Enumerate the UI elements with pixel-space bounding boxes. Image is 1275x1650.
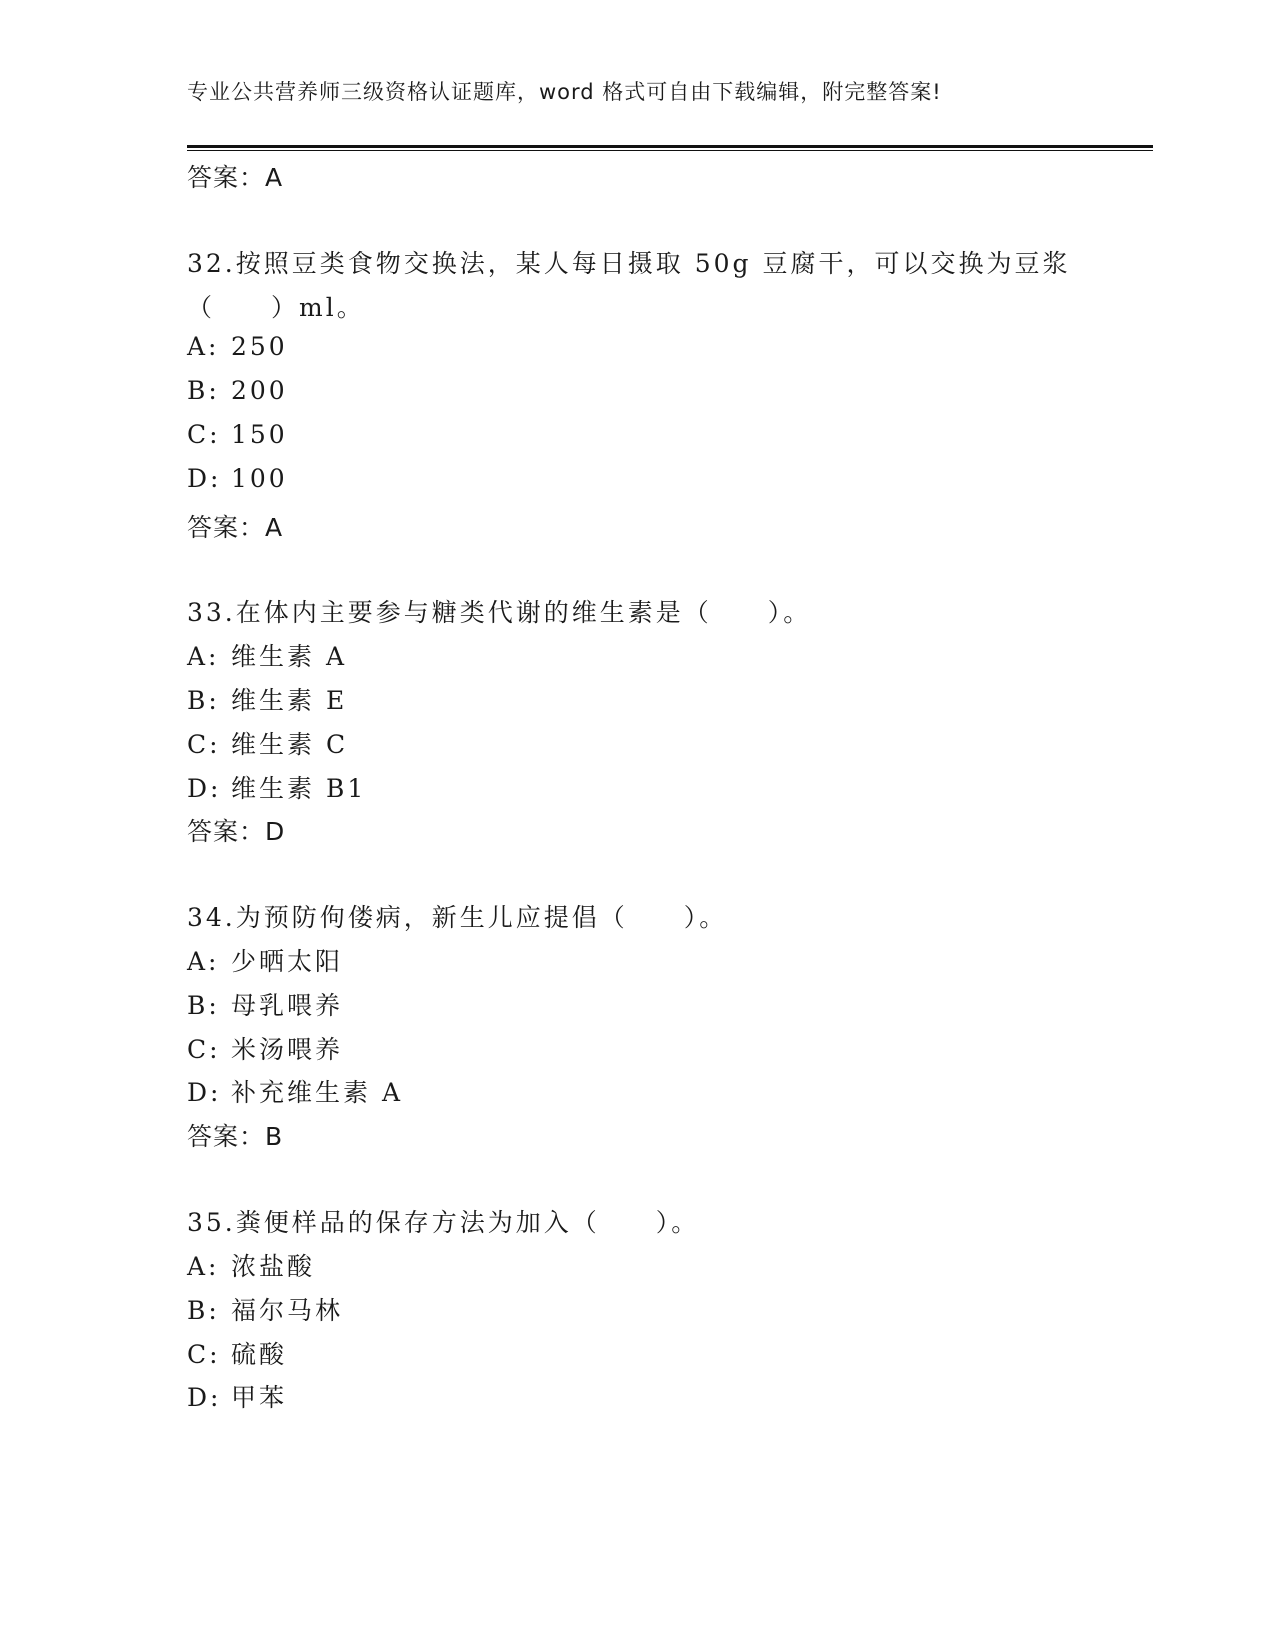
header-note: 专业公共营养师三级资格认证题库，word 格式可自由下载编辑，附完整答案! bbox=[187, 80, 942, 104]
option-d bbox=[187, 1378, 287, 1414]
option-letter: B: bbox=[187, 991, 220, 1020]
option-b bbox=[187, 1291, 343, 1327]
option-c bbox=[187, 420, 288, 449]
option-letter: A: bbox=[187, 642, 220, 671]
option-b bbox=[187, 986, 343, 1022]
option-letter: D: bbox=[187, 464, 222, 493]
header-rule-thick bbox=[187, 145, 1153, 148]
option-text: 甲苯 bbox=[231, 1383, 288, 1412]
answer-line: 答案：A bbox=[187, 513, 284, 542]
option-b bbox=[187, 681, 347, 717]
option-text: 250 bbox=[231, 332, 288, 361]
option-a bbox=[187, 942, 343, 978]
option-letter: B: bbox=[187, 686, 220, 715]
option-text: 浓盐酸 bbox=[231, 1252, 316, 1281]
option-c bbox=[187, 1335, 287, 1371]
option-d bbox=[187, 769, 366, 805]
question-stem-continued: （ ）ml。 bbox=[187, 293, 365, 322]
option-text: 米汤喂养 bbox=[231, 1035, 344, 1064]
option-text: 福尔马林 bbox=[231, 1296, 344, 1325]
option-letter: B: bbox=[187, 376, 220, 405]
option-letter: D: bbox=[187, 774, 222, 803]
option-text: 100 bbox=[231, 464, 288, 493]
option-text: 150 bbox=[231, 420, 288, 449]
option-letter: C: bbox=[187, 730, 221, 759]
option-text: 维生素 B1 bbox=[231, 774, 367, 803]
answer-line: 答案：D bbox=[187, 817, 286, 846]
option-c bbox=[187, 725, 348, 761]
option-a bbox=[187, 637, 347, 673]
question-stem: 33.在体内主要参与糖类代谢的维生素是（ ）。 bbox=[187, 598, 812, 627]
option-a bbox=[187, 1247, 315, 1283]
option-letter: D: bbox=[187, 1383, 222, 1412]
question-stem: 32.按照豆类食物交换法，某人每日摄取 50g 豆腐干，可以交换为豆浆 bbox=[187, 249, 1071, 278]
answer-line: 答案：A bbox=[187, 163, 284, 192]
option-letter: A: bbox=[187, 332, 220, 361]
option-b bbox=[187, 376, 288, 405]
option-letter: C: bbox=[187, 1035, 221, 1064]
option-text: 硫酸 bbox=[231, 1340, 288, 1369]
option-text: 少晒太阳 bbox=[231, 947, 344, 976]
option-text: 200 bbox=[231, 376, 288, 405]
option-letter: C: bbox=[187, 1340, 221, 1369]
option-d bbox=[187, 1073, 403, 1109]
option-letter: D: bbox=[187, 1078, 222, 1107]
option-c bbox=[187, 1030, 343, 1066]
option-text: 维生素 C bbox=[231, 730, 349, 759]
option-letter: B: bbox=[187, 1296, 220, 1325]
option-letter: A: bbox=[187, 1252, 220, 1281]
option-d bbox=[187, 464, 288, 493]
question-stem: 34.为预防佝偻病，新生儿应提倡（ ）。 bbox=[187, 903, 728, 932]
option-a bbox=[187, 332, 288, 361]
option-text: 维生素 E bbox=[231, 686, 348, 715]
header-rule-thin bbox=[187, 150, 1153, 151]
question-stem: 35.粪便样品的保存方法为加入（ ）。 bbox=[187, 1208, 700, 1237]
option-letter: A: bbox=[187, 947, 220, 976]
option-letter: C: bbox=[187, 420, 221, 449]
option-text: 母乳喂养 bbox=[231, 991, 344, 1020]
answer-line: 答案：B bbox=[187, 1122, 284, 1151]
option-text: 维生素 A bbox=[231, 642, 348, 671]
option-text: 补充维生素 A bbox=[231, 1078, 404, 1107]
